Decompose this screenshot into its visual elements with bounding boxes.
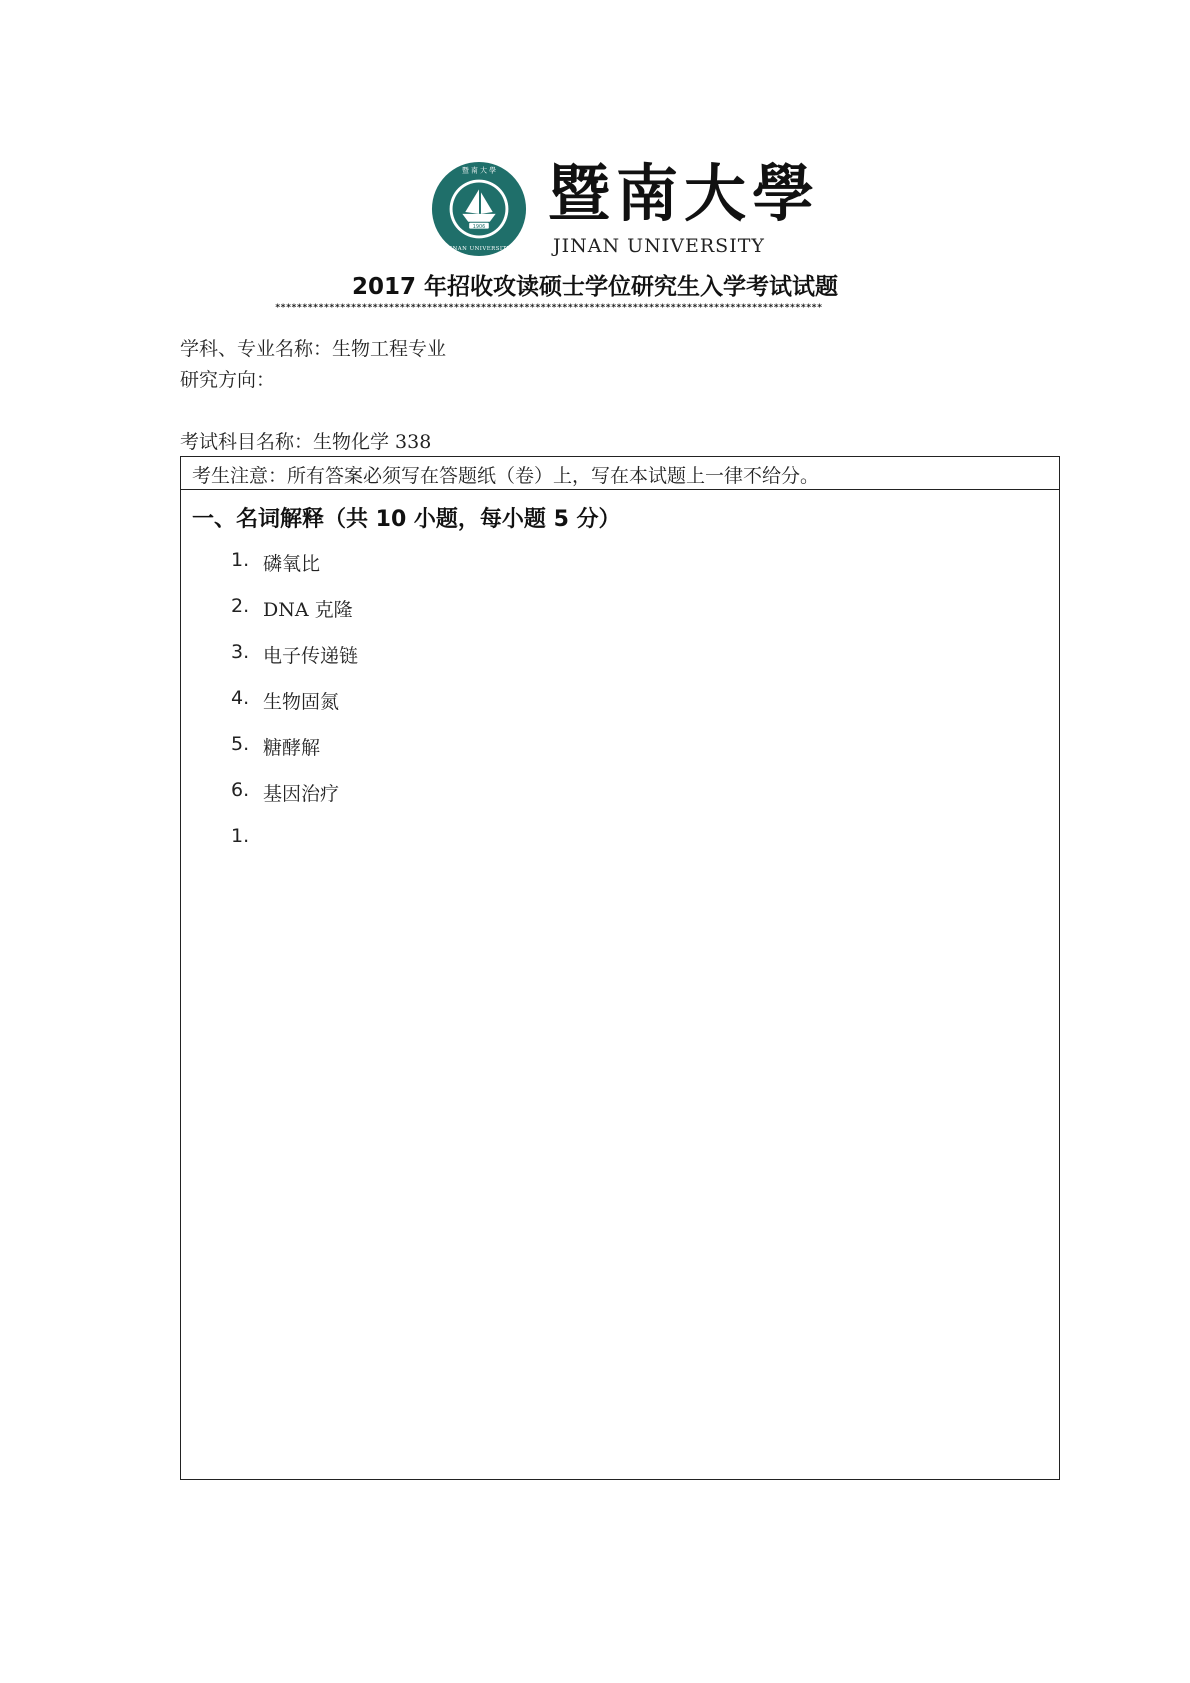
svg-text:1906: 1906 <box>472 223 486 230</box>
question-item <box>231 779 358 825</box>
research-direction-line: 研究方向： <box>180 369 276 391</box>
question-number: 2. <box>231 595 250 617</box>
question-text: 糖酵解 <box>263 737 321 759</box>
question-list <box>231 549 358 871</box>
question-number: 3. <box>231 641 250 663</box>
question-item <box>231 687 358 733</box>
question-text: 磷氧比 <box>263 553 321 575</box>
university-seal-icon <box>430 160 528 258</box>
question-box <box>180 456 1060 1480</box>
major-line: 学科、专业名称：生物工程专业 <box>180 338 447 360</box>
question-text: DNA 克隆 <box>263 599 353 621</box>
svg-text:暨 南 大 學: 暨 南 大 學 <box>462 166 496 175</box>
question-item <box>231 733 358 779</box>
separator-line: ***************************************************************************************************** <box>275 303 823 313</box>
notice-text: 考生注意：所有答案必须写在答题纸（卷）上，写在本试题上一律不给分。 <box>192 465 820 487</box>
question-number: 1. <box>231 549 250 571</box>
question-number: 4. <box>231 687 250 709</box>
question-item <box>231 641 358 687</box>
exam-title: 2017 年招收攻读硕士学位研究生入学考试试题 <box>351 274 839 300</box>
question-number: 6. <box>231 779 250 801</box>
question-item <box>231 825 358 871</box>
question-number: 5. <box>231 733 250 755</box>
question-text: 基因治疗 <box>263 783 340 805</box>
university-logo <box>430 157 821 260</box>
university-wordmark-cn: 暨南大學 <box>548 157 821 230</box>
question-text: 生物固氮 <box>263 691 340 713</box>
question-text: 电子传递链 <box>263 645 359 667</box>
notice-row <box>181 457 1059 490</box>
section-heading: 一、名词解释（共 10 小题，每小题 5 分） <box>192 507 621 532</box>
question-item <box>231 549 358 595</box>
svg-text:JINAN UNIVERSITY: JINAN UNIVERSITY <box>447 246 511 253</box>
question-number: 1. <box>231 825 250 847</box>
university-wordmark-en: JINAN UNIVERSITY <box>553 235 765 257</box>
exam-subject-line: 考试科目名称：生物化学 338 <box>180 431 432 453</box>
question-item <box>231 595 358 641</box>
